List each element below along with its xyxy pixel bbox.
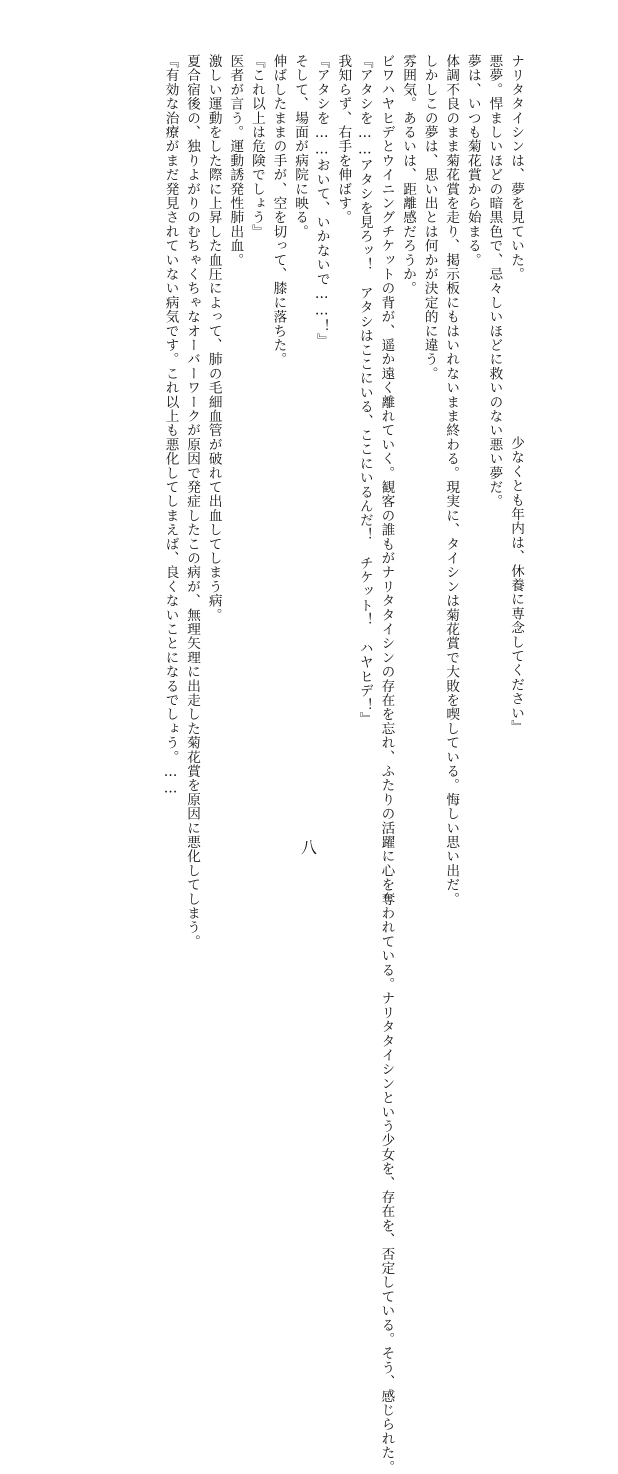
page-number: 八 bbox=[300, 838, 317, 857]
upper-line-10: 『アタシを……おいて、いかないで……！』 bbox=[313, 54, 330, 348]
upper-line-13: 『これ以上は危険でしょう』 bbox=[248, 54, 265, 239]
upper-line-17: 『有効な治療がまだ発見されていない病気です。これ以上も悪化してしまえば、良くないことになるでしょう。…… bbox=[162, 54, 179, 798]
upper-line-8: 『アタシを……アタシを見ろッ！ アタシはここにいる、ここにいるんだ！ チケット！ ハヤヒデ！』 bbox=[356, 54, 373, 727]
upper-line-6: 雰囲気。あるいは、距離感だろうか。 bbox=[400, 54, 417, 296]
upper-line-16: 夏合宿後の、独りよがりのむちゃくちゃなオーバーワークが原因で発症したこの病が、無理矢理に出走した菊花賞を原因に悪化してしまう。 bbox=[184, 54, 201, 949]
upper-line-9: 我知らず、右手を伸ばす。 bbox=[335, 54, 352, 225]
upper-line-5: しかしこの夢は、思い出とは何かが決定的に違う。 bbox=[421, 54, 438, 381]
upper-line-3: 夢は、いつも菊花賞から始まる。 bbox=[464, 54, 481, 267]
lower-text-block bbox=[76, 436, 526, 808]
upper-line-12: 伸ばしたままの手が、空を切って、膝に落ちた。 bbox=[270, 54, 287, 367]
upper-line-2: 悪夢。悍ましいほどの暗黒色で、忌々しいほどに救いのない悪い夢だ。 bbox=[486, 54, 503, 509]
lower-line-1: 少なくとも年内は、休養に専念してください』 bbox=[508, 436, 524, 735]
upper-line-1: ナリタタイシンは、夢を見ていた。 bbox=[508, 54, 524, 282]
upper-line-15: 激しい運動をした際に上昇した血圧によって、肺の毛細血管が破れて出血してしまう病。 bbox=[205, 54, 222, 622]
upper-line-7: ビワハヤヒデとウイニングチケットの背が、遥か遠く離れていく。観客の誰もがナリタタイシンの存在を忘れ、ふたりの活躍に心を奪われている。ナリタタイシンという少女を、存在を、否定している。そう、感じられた。 bbox=[378, 54, 395, 1474]
upper-line-14: 医者が言う。運動誘発性肺出血。 bbox=[227, 54, 244, 267]
upper-line-4: 体調不良のまま菊花賞を走り、掲示板にもはいれないまま終わる。現実に、タイシンは菊花賞で大敗を喫している。悔しい思い出だ。 bbox=[443, 54, 460, 906]
upper-line-11: そして、場面が病院に映る。 bbox=[292, 54, 309, 239]
